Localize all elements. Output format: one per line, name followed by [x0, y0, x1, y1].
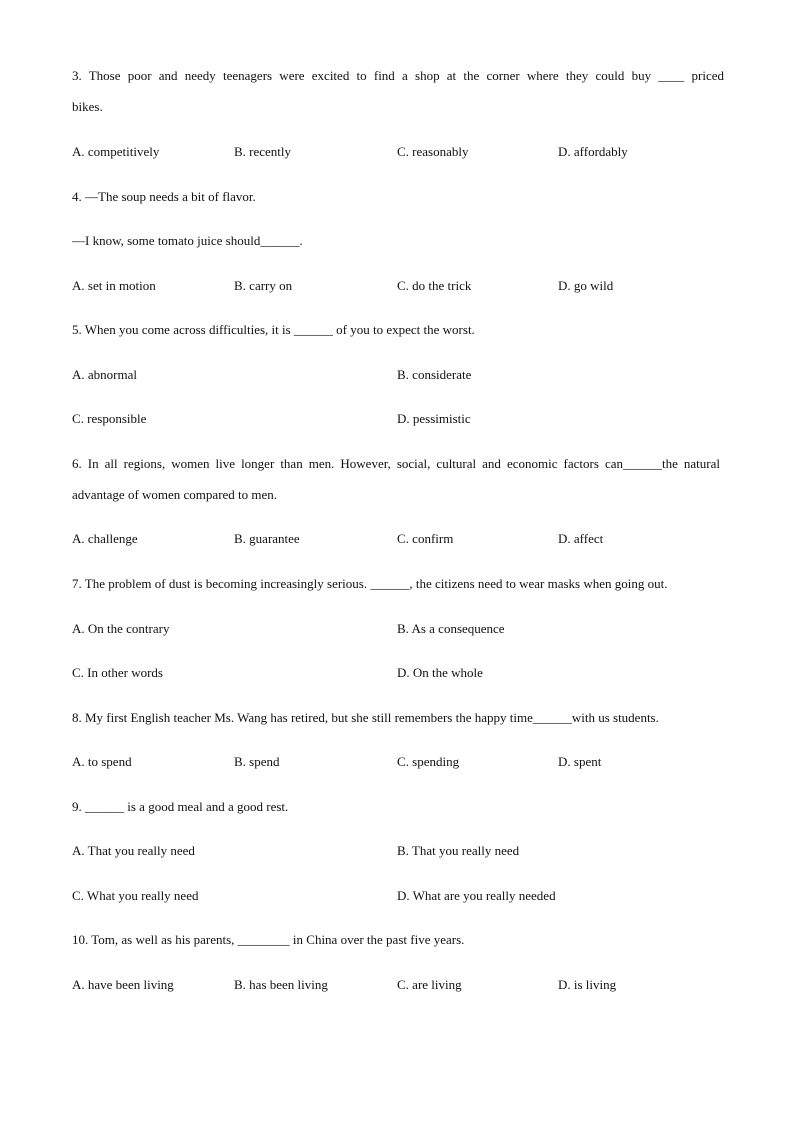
question-8-option-b[interactable]: B. spend [234, 754, 280, 769]
question-3-option-b[interactable]: B. recently [234, 144, 292, 159]
question-6-option-d[interactable]: D. affect [558, 531, 604, 546]
question-7-option-a[interactable]: A. On the contrary [72, 621, 170, 636]
question-6-option-b[interactable]: B. guarantee [234, 531, 300, 546]
question-9-option-d[interactable]: D. What are you really needed [397, 888, 556, 903]
question-6-option-a[interactable]: A. challenge [72, 531, 138, 546]
question-8-option-a[interactable]: A. to spend [72, 754, 132, 769]
question-10-stem: 10. Tom, as well as his parents, ________ in China over the past five years. [72, 932, 465, 947]
question-9-option-c[interactable]: C. What you really need [72, 888, 199, 903]
question-4-option-a[interactable]: A. set in motion [72, 278, 156, 293]
question-9-stem: 9. ______ is a good meal and a good rest. [72, 799, 289, 814]
question-4-stem-line-2: —I know, some tomato juice should______. [72, 233, 303, 248]
question-4-option-d[interactable]: D. go wild [558, 278, 614, 293]
question-8-option-c[interactable]: C. spending [397, 754, 460, 769]
question-7-option-c[interactable]: C. In other words [72, 665, 163, 680]
question-10-option-b[interactable]: B. has been living [234, 977, 328, 992]
question-7-option-d[interactable]: D. On the whole [397, 665, 483, 680]
question-6-stem-line-2: advantage of women compared to men. [72, 487, 278, 502]
question-10-option-c[interactable]: C. are living [397, 977, 462, 992]
question-5-option-d[interactable]: D. pessimistic [397, 411, 471, 426]
question-3-option-c[interactable]: C. reasonably [397, 144, 469, 159]
question-5-option-c[interactable]: C. responsible [72, 411, 147, 426]
question-9-option-a[interactable]: A. That you really need [72, 843, 195, 858]
question-4-stem-line-1: 4. —The soup needs a bit of flavor. [72, 189, 256, 204]
question-10-option-d[interactable]: D. is living [558, 977, 617, 992]
question-6-stem-line-1: 6. In all regions, women live longer than men. However, social, cultural and economic factors can______the natural [72, 456, 720, 471]
question-3-option-a[interactable]: A. competitively [72, 144, 160, 159]
question-3-stem-line-2: bikes. [72, 99, 103, 114]
question-6-option-c[interactable]: C. confirm [397, 531, 454, 546]
question-4-option-c[interactable]: C. do the trick [397, 278, 472, 293]
question-3-stem-line-1: 3. Those poor and needy teenagers were excited to find a shop at the corner where they could buy ____ priced [72, 68, 724, 83]
question-4-option-b[interactable]: B. carry on [234, 278, 293, 293]
question-8-stem: 8. My first English teacher Ms. Wang has retired, but she still remembers the happy time______with us students. [72, 710, 659, 725]
question-7-option-b[interactable]: B. As a consequence [397, 621, 505, 636]
question-5-option-b[interactable]: B. considerate [397, 367, 472, 382]
question-5-option-a[interactable]: A. abnormal [72, 367, 137, 382]
question-3-option-d[interactable]: D. affordably [558, 144, 628, 159]
question-7-stem: 7. The problem of dust is becoming increasingly serious. ______, the citizens need to wear masks when going out. [72, 576, 668, 591]
question-9-option-b[interactable]: B. That you really need [397, 843, 520, 858]
question-5-stem: 5. When you come across difficulties, it is ______ of you to expect the worst. [72, 322, 475, 337]
question-10-option-a[interactable]: A. have been living [72, 977, 174, 992]
question-8-option-d[interactable]: D. spent [558, 754, 602, 769]
